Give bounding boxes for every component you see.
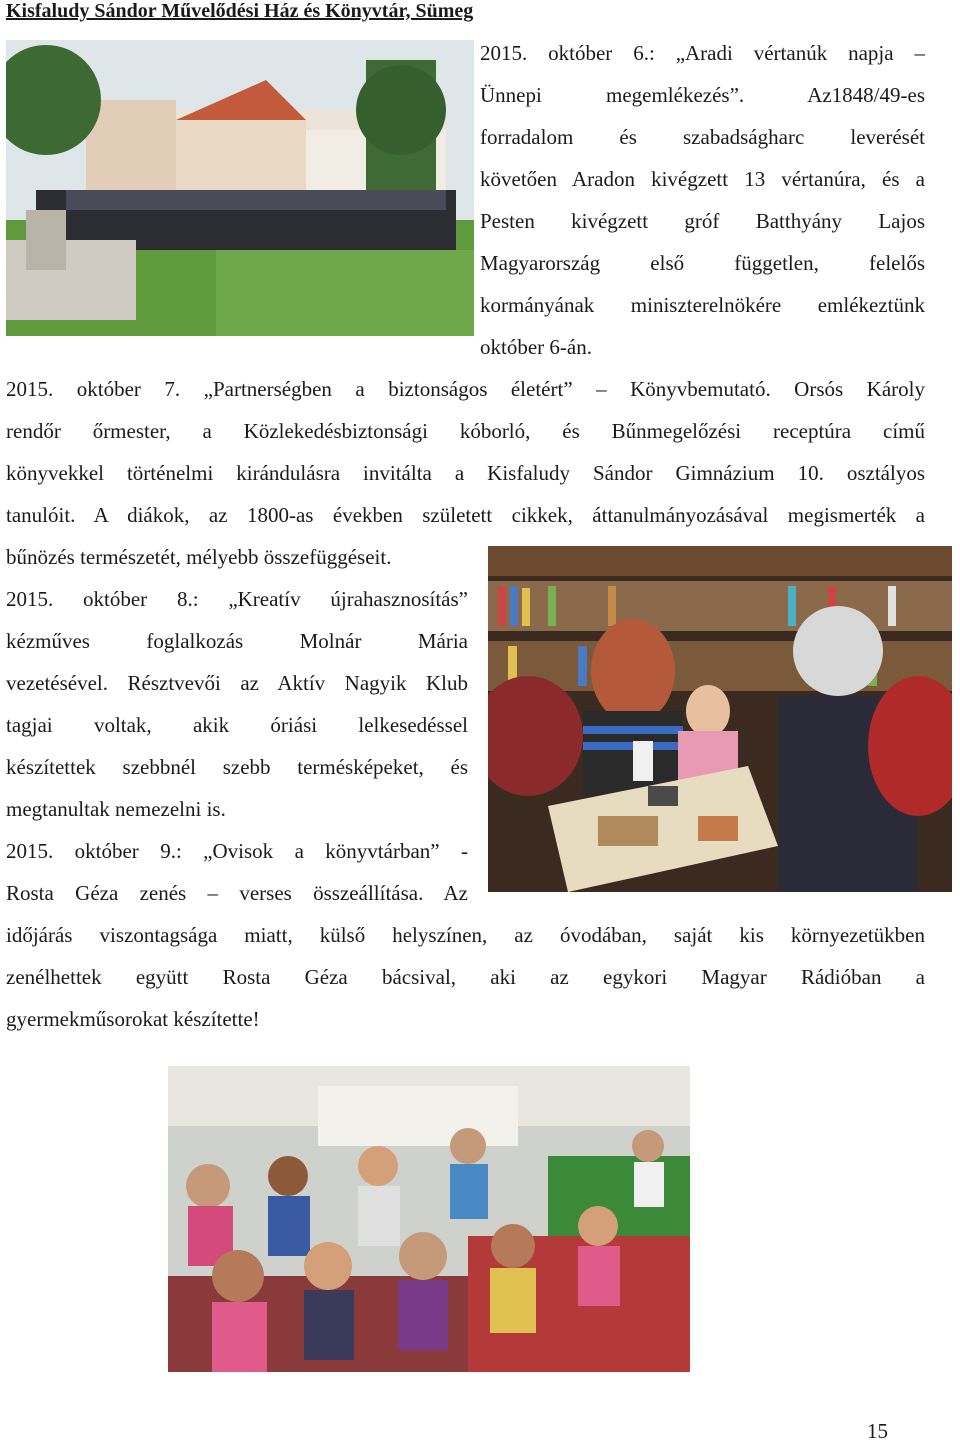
text-line: tanulóit. A diákok, az 1800-as években született cikkek, áttanulmányozásával megismerték a [6, 503, 925, 527]
text-line: 2015. október 9.: „Ovisok a könyvtárban” - [6, 839, 468, 863]
kindergarten-photo [168, 1066, 690, 1372]
ceremony-photo [6, 40, 474, 336]
text-line: gyermekműsorokat készítette! [6, 1007, 260, 1031]
text-line: kézműves foglalkozás Molnár Mária [6, 629, 468, 653]
paragraph-oct-9-b [6, 914, 925, 1040]
text-line: 2015. október 8.: „Kreatív újrahasznosítás” [6, 587, 468, 611]
text-line: követően Aradon kivégzett 13 vértanúra, és a [480, 167, 925, 191]
text-line: Magyarország első független, felelős [480, 251, 925, 275]
text-line: forradalom és szabadságharc leverését [480, 125, 925, 149]
text-line: Ünnepi megemlékezés”. Az1848/49-es [480, 83, 925, 107]
text-line: könyvekkel történelmi kirándulásra invitálta a Kisfaludy Sándor Gimnázium 10. osztályos [6, 461, 925, 485]
text-line: Pesten kivégzett gróf Batthyány Lajos [480, 209, 925, 233]
text-line: 2015. október 7. „Partnerségben a biztonságos életért” – Könyvbemutató. Orsós Károly [6, 377, 925, 401]
text-line: tagjai voltak, akik óriási lelkesedéssel [6, 713, 468, 737]
page-heading: Kisfaludy Sándor Művelődési Ház és Könyvtár, Sümeg [6, 0, 474, 22]
text-line: bűnözés természetét, mélyebb összefüggéseit. [6, 545, 392, 569]
page-number: 15 [867, 1419, 888, 1443]
text-line: Rosta Géza zenés – verses összeállítása. Az [6, 881, 468, 905]
workshop-photo [488, 546, 952, 892]
paragraph-oct-6 [480, 32, 925, 368]
text-line: készítettek szebbnél szebb termésképeket, és [6, 755, 468, 779]
text-line: időjárás viszontagsága miatt, külső helyszínen, az óvodában, saját kis környezetükben [6, 923, 925, 947]
text-line: megtanultak nemezelni is. [6, 797, 226, 821]
paragraph-oct-8 [6, 578, 468, 830]
text-line: vezetésével. Résztvevői az Aktív Nagyik Klub [6, 671, 468, 695]
text-line: október 6-án. [480, 335, 592, 359]
text-line: zenélhettek együtt Rosta Géza bácsival, aki az egykori Magyar Rádióban a [6, 965, 925, 989]
text-line: rendőr őrmester, a Közlekedésbiztonsági kóborló, és Bűnmegelőzési receptúra című [6, 419, 925, 443]
paragraph-oct-9-a [6, 830, 468, 914]
text-line: kormányának miniszterelnökére emlékeztünk [480, 293, 925, 317]
text-line: 2015. október 6.: „Aradi vértanúk napja – [480, 41, 925, 65]
